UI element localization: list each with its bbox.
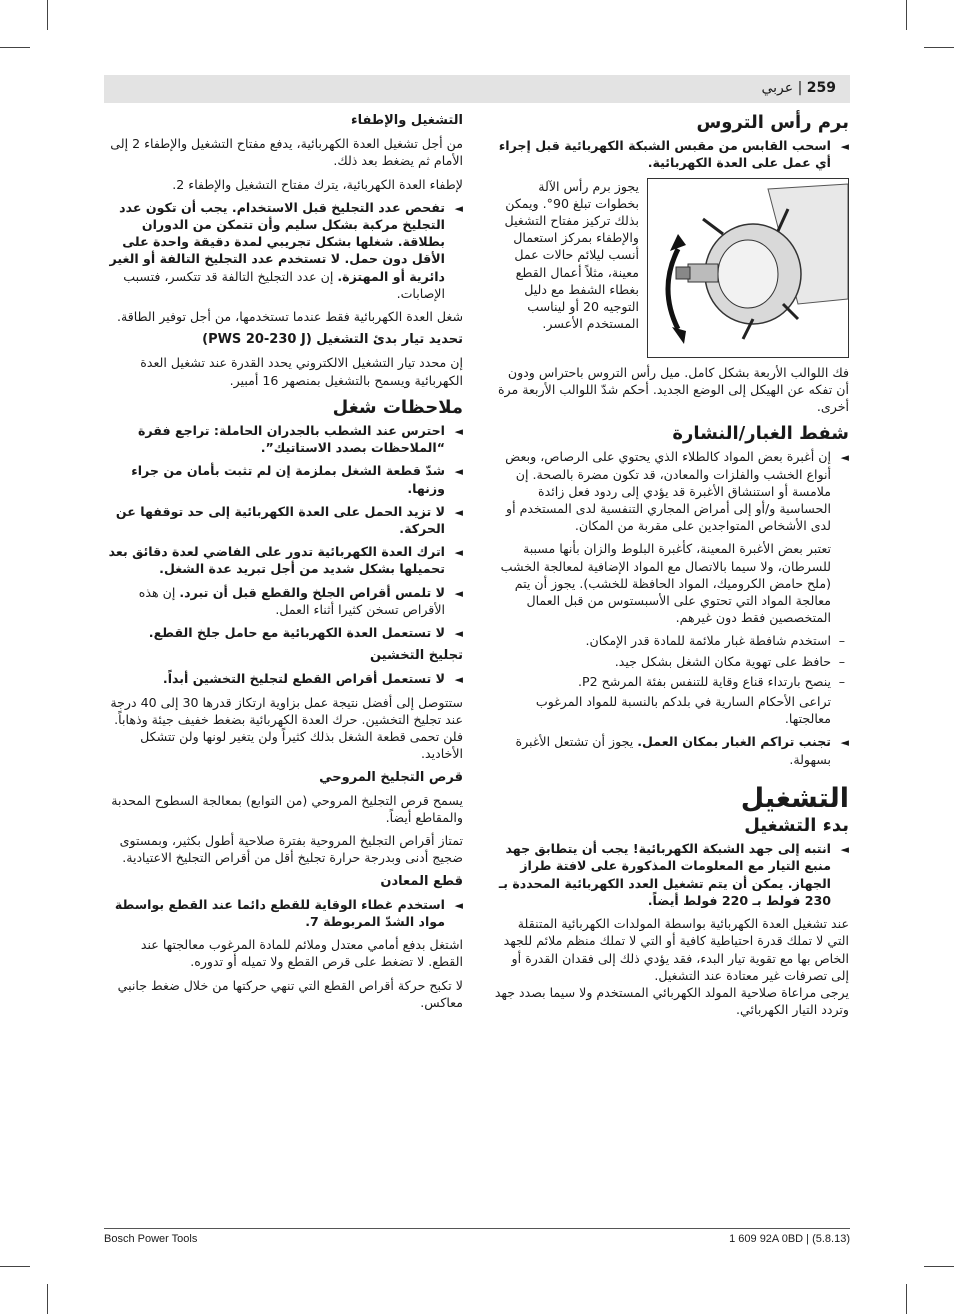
crop-mark [924, 1266, 954, 1267]
bullet-bold-text: تفحص عدد التجليخ قبل الاستخدام. يجب أن تكون عدد التجليخ مركبة بشكل سليم وأن تتمكن من الدوران بطلاقة. شغلها بشكل تجريبي لمدة دقيقة واحدة على الأقل دون حمل. لا تستخدم عدد التجليخ التالفة أو الغير دائرية أو المهتزة. [109, 199, 445, 284]
bullet-bold-text: اترك العدة الكهربائية تدور على الفاضي لعدة دقائق بعد تحميلها بشكل شديد من أجل تبريد عدة الشغل. [108, 544, 445, 577]
flap-disc-text-2: تمتاز أقراص التجليخ المروحية بفترة صلاحية أطول بكثير، وبمستوى ضجيج أدنى وبدرجة حرارة تجليخ أقل من أقراص التجليخ الاعتيادية. [119, 833, 463, 866]
bullet-bold-text: لا تستعمل أقراص القطع لتجليخ التخشين أبداً. [162, 671, 445, 687]
footer-doc-id: 1 609 92A 0BD | (5.8.13) [729, 1233, 850, 1245]
bullet-text: إن أغبرة بعض المواد كالطلاء الذي يحتوي على الرصاص، وبعض أنواع الخشب والفلزات والمعادن، قد تكون مضرة بالصحة. إن ملامسة أو استنشاق الأغبرة قد يؤدي إلى ردود فعل زائدة الحساسية و/أو إلى أمراض المجاري التنفسية لدى المستخدم أو لدى الأشخاص المتواجدين على مقربة من المكان. [505, 449, 831, 534]
crop-mark [47, 0, 48, 30]
header-language: عربي [761, 80, 794, 96]
bullet-triangle-icon: ◄ [840, 843, 849, 857]
subsection-title-starting-current: تحديد تيار بدئ التشغيل (PWS 20-230 J) [202, 332, 463, 348]
switch-on-text: من أجل تشغيل العدة الكهربائية، يدفع مفتاح التشغيل والإطفاء 2 إلى الأمام ثم يضغط بعد ذلك. [110, 136, 463, 169]
rotate-head-figure-text: يجوز برم رأس الآلة بخطوات تبلغ 90°. ويمكن بذلك تركيز مفتاح التشغيل والإطفاء بمركز استعمال أنسب ليلائم حالات عمل معينة، مثلاً أعمال القطع بغطاء الشفط مع دليل التوجيه 20 أو ليناسب المستخدم الأعسر. [504, 178, 639, 332]
bullet-triangle-icon: ◄ [454, 546, 463, 560]
dash-text: حافظ على تهوية مكان الشغل بشكل جيد. [614, 653, 831, 669]
starting-current-text: إن محدد تيار التشغيل الالكتروني يحدد القدرة عند تشغيل العدة الكهربائية ويسمح بالتشغيل بمنصهر 16 أمبير. [140, 355, 463, 388]
advice-bullet [106, 543, 463, 577]
advice-bullet [106, 584, 463, 618]
warning-bullet [493, 137, 849, 171]
crop-mark [906, 1284, 907, 1314]
advice-bullet [106, 422, 463, 456]
section-title-dust-extraction: شفط الغبار/النشارة [672, 423, 849, 445]
crop-mark [0, 47, 30, 48]
bullet-triangle-icon: ◄ [840, 736, 849, 750]
footer-brand: Bosch Power Tools [104, 1233, 198, 1245]
bullet-triangle-icon: ◄ [454, 425, 463, 439]
left-column [106, 112, 463, 1017]
subsection-title-cutting-metal: قطع المعادن [380, 873, 463, 889]
page-header [761, 80, 836, 96]
bullet-triangle-icon: ◄ [840, 451, 849, 465]
dash-item: – استخدم شافطة غبار ملائمة للمادة قدر الإمكان. [585, 633, 845, 649]
dash-item: – ينصح بارتداء قناع وقاية للتنفس بفئة المرشح P2. [577, 673, 845, 689]
chapter-title-operation: التشغيل [740, 782, 849, 814]
section-title-starting: بدء التشغيل [744, 815, 849, 837]
rough-grinding-bullet [106, 670, 463, 687]
bullet-triangle-icon: ◄ [840, 140, 849, 154]
bullet-triangle-icon: ◄ [454, 673, 463, 687]
bullet-triangle-icon: ◄ [454, 898, 463, 912]
bullet-bold-text: احترس عند الشطب بالجدران الحاملة: تراجع فقرة “الملاحظات بصدد الاستاتيك”. [138, 423, 445, 456]
crop-mark [924, 47, 954, 48]
dash-item: – حافظ على تهوية مكان الشغل بشكل جيد. [614, 653, 845, 669]
advice-bullet [106, 462, 463, 496]
regulations-note: تراعى الأحكام السارية في بلدكم بالنسبة للمواد المرغوب معالجتها. [535, 694, 831, 727]
subsection-title-flap-disc: قرص التجليخ المروحي [319, 769, 463, 785]
dash-text: استخدم شافطة غبار ملائمة للمادة قدر الإمكان. [585, 633, 831, 649]
bullet-bold-text: شدّ قطعة الشغل بملزمة إن لم تثبت بأمان من جراء وزنها. [131, 463, 445, 496]
generator-paragraph: عند تشغيل العدة الكهربائية بواسطة المولدات الكهربائية المتنقلة التي لا تملك قدرة احتياطية كافية أو التي لا تملك منظم ملائم للجهد الخاص بها مع تقوية تيار البدء، فقد يؤدي ذلك إلى فقدان القدرة أو إلى تصرفات غير معتادة عند التشغيل. [503, 916, 849, 983]
page-number: 259 [806, 80, 836, 96]
bullet-triangle-icon: ◄ [454, 586, 463, 600]
bullet-triangle-icon: ◄ [454, 627, 463, 641]
flap-disc-text-1: يسمح قرص التجليخ المروحي (من التوابع) بمعالجة السطوح المحدبة والمقاطع أيضاً. [111, 792, 463, 825]
bullet-bold-text: تجنب تراكم الغبار بمكان العمل. [637, 734, 831, 750]
dash-text: ينصح بارتداء قناع وقاية للتنفس بفئة المرشح P2. [577, 673, 831, 689]
dust-accumulation-bullet [493, 733, 849, 767]
generator-note: يرجى مراعاة صلاحية المولد الكهربائي المستخدم ولا سيما بصدد جهد وتردد التيار الكهربائي. [494, 984, 849, 1018]
section-title-work-advice: ملاحظات شغل [332, 396, 463, 418]
switch-off-text: لإطفاء العدة الكهربائية، يترك مفتاح التشغيل والإطفاء 2. [172, 176, 463, 192]
bullet-text: انتبه إلى جهد الشبكة الكهربائية! يجب أن يتطابق جهد منبع التيار مع المعلومات المذكورة على لافتة طراز الجهاز. يمكن أن يتم تشغيل العدد الكهربائية المحددة بـ 230 فولط بـ 220 فولط أيضاً. [498, 841, 831, 908]
bullet-text: اسحب القابس من مقبس الشبكة الكهربائية قبل إجراء أي عمل على العدة الكهربائية. [498, 138, 831, 171]
right-column [493, 112, 849, 1024]
bullet-bold-text: لا تلمس أقراص الجلخ والقطع قبل أن تبرد. [179, 584, 445, 600]
advice-bullet [106, 503, 463, 537]
rough-grinding-text: ستتوصل إلى أفضل نتيجة عمل بزاوية ارتكاز قدرها 30 إلى 40 درجة عند تجليخ التخشين. حرك العدة الكهربائية بضغط خفيف جيئة وذهاباً. فلن تحمى قطعة الشغل بذلك كثيراً ولن يتغير لونها ولن تتشكل الأخاديد. [110, 694, 463, 762]
advice-bullet [106, 624, 463, 641]
footer-divider [104, 1228, 850, 1229]
bullet-bold-text: لا تستعمل العدة الكهربائية مع حامل جلخ القطع. [148, 625, 445, 641]
section-title-rotate-head: برم رأس التروس [696, 112, 849, 133]
crop-mark [906, 0, 907, 30]
bullet-triangle-icon: ◄ [454, 465, 463, 479]
energy-saving-text: شغل العدة الكهربائية فقط عندما تستخدمها، من أجل توفير الطاقة. [116, 309, 463, 325]
crop-mark [47, 1284, 48, 1314]
voltage-warning-bullet [493, 840, 849, 909]
crop-mark [0, 1266, 30, 1267]
header-bar [104, 75, 850, 103]
header-separator: | [793, 80, 803, 96]
dust-warning-continuation: تعتبر بعض الأغبرة المعينة، كأغبرة البلوط والزان بأنها مسببة للسرطان، ولا سيما بالاتصال مع المواد الإضافية لمعالجة الخشب (ملح حامض الكروميك، المواد الحافظة للخشب). يجوز أن يتم معالجة المواد التي تحتوي على الأسبستوس من قبل العمال المتخصصين فقط دون غيرهم. [500, 541, 831, 626]
bullet-triangle-icon: ◄ [454, 201, 463, 215]
bullet-bold-text: لا تزيد الحمل على العدة الكهربائية إلى حد توقفها عن الحركة. [115, 503, 445, 537]
subsection-title-on-off: التشغيل والإطفاء [351, 113, 463, 128]
gear-head-rotation-figure [647, 178, 849, 358]
bullet-text: إن هذه الأقراص تسخن كثيرا أثناء العمل. [138, 584, 445, 617]
check-tools-bullet [106, 199, 463, 302]
figure-block [493, 178, 849, 364]
bullet-bold-text: استخدم غطاء الوقاية للقطع دائما عند القطع بواسطة مواد الشدّ المربوطة 7. [114, 896, 445, 929]
dust-warning-bullet [493, 448, 849, 534]
gear-head-illustration-icon [648, 179, 848, 357]
bullet-triangle-icon: ◄ [454, 505, 463, 519]
subsection-title-rough-grinding: تجليخ التخشين [369, 648, 463, 664]
rotate-head-instructions: فك اللوالب الأربعة بشكل كامل. ميل رأس التروس باحتراس ودون أن تفكه عن الهيكل إلى الوضع الجديد. أحكم شدّ اللوالب الأربعة مرة أخرى. [497, 364, 849, 415]
bullet-text: يجوز أن تشتعل الأغبرة بسهولة. [515, 734, 831, 767]
bullet-text: إن عدد التجليخ التالفة قد تتكسر، فتسبب الإصابات. [123, 268, 445, 301]
cutting-text-1: اشتغل بدفع أمامي معتدل وملائم للمادة المرغوب معالجتها عند القطع. لا تضغط على قرص القطع ولا تميله أو تدوره. [140, 937, 463, 970]
cutting-text-2: لا تكبح حركة أقراص القطع التي تنهي حركتها من خلال ضغط جانبي معاكس. [117, 977, 463, 1010]
cutting-guard-bullet [106, 896, 463, 930]
